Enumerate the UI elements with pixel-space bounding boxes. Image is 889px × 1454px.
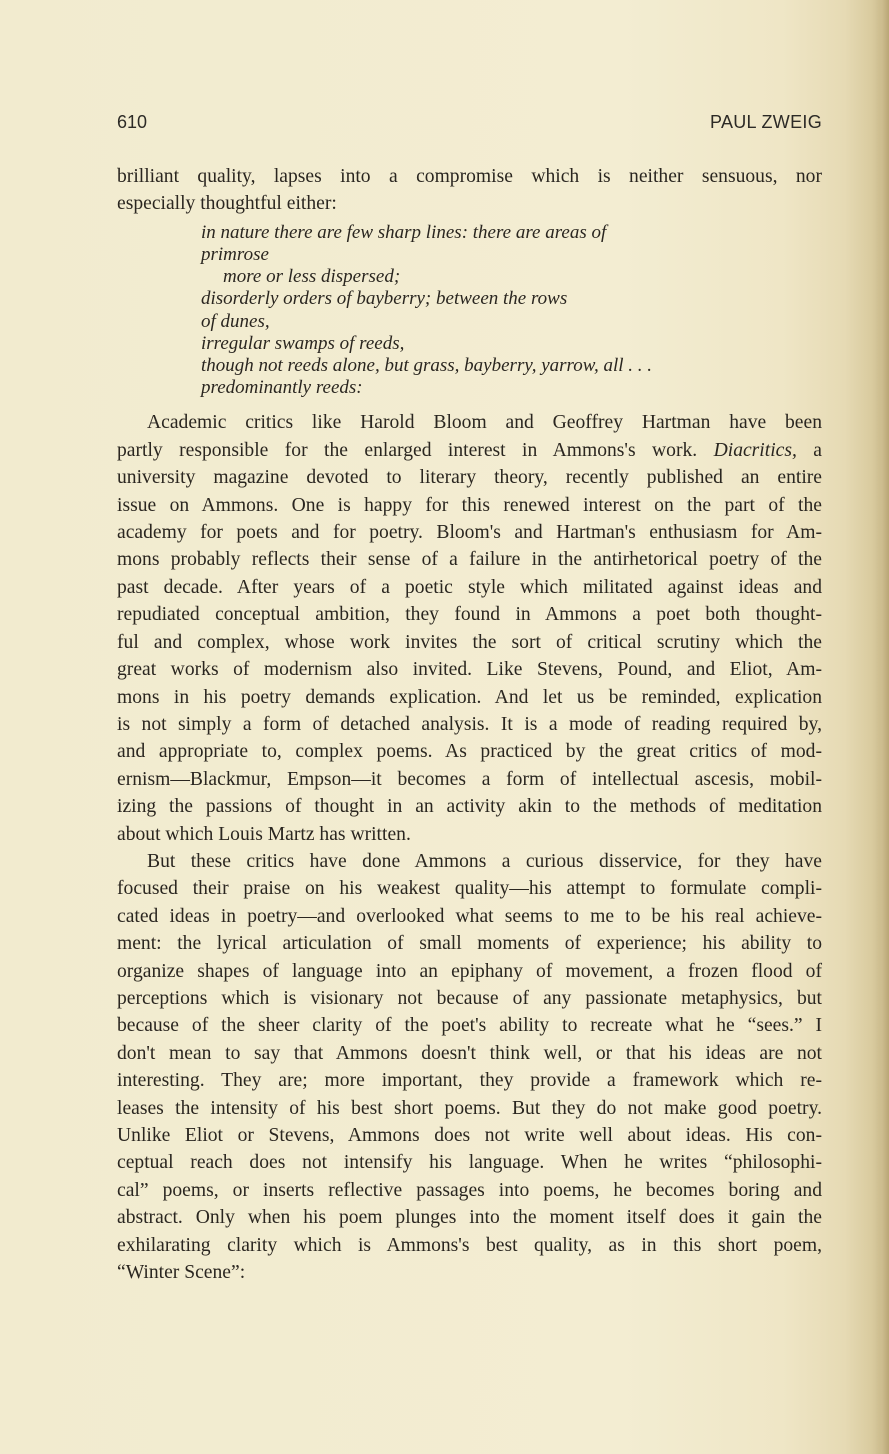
- text-line: ment: the lyrical articulation of small moments of experience; his ability to: [117, 933, 822, 955]
- poem-line: primrose: [201, 244, 269, 266]
- text-line: and appropriate to, complex poems. As practiced by the great critics of mod-: [117, 741, 822, 763]
- text-line: don't mean to say that Ammons doesn't think well, or that his ideas are not: [117, 1042, 822, 1064]
- text-line: exhilarating clarity which is Ammons's best quality, as in this short poem,: [117, 1234, 822, 1256]
- text-line: repudiated conceptual ambition, they found in Ammons a poet both thought-: [117, 604, 822, 626]
- text-line: cal” poems, or inserts reflective passages into poems, he becomes boring and: [117, 1179, 822, 1201]
- text-line: especially thoughtful either:: [117, 193, 337, 215]
- text-line: great works of modernism also invited. Like Stevens, Pound, and Eliot, Am-: [117, 659, 822, 681]
- text-line: is not simply a form of detached analysis. It is a mode of reading required by,: [117, 713, 822, 735]
- text-line: ful and complex, whose work invites the sort of critical scrutiny which the: [117, 631, 822, 653]
- text-line: Unlike Eliot or Stevens, Ammons does not write well about ideas. His con-: [117, 1125, 822, 1146]
- poem-line: of dunes,: [201, 310, 270, 332]
- text-line: mons probably reflects their sense of a failure in the antirhetorical poetry of the: [117, 549, 822, 571]
- text-line: past decade. After years of a poetic style which militated against ideas and: [117, 576, 822, 598]
- text-line: because of the sheer clarity of the poet's ability to recreate what he “sees.” I: [117, 1015, 822, 1037]
- opening-paragraph: [117, 163, 822, 218]
- text-line: “Winter Scene”:: [117, 1262, 246, 1284]
- text-line: leases the intensity of his best short poems. But they do not make good poetry.: [117, 1097, 822, 1119]
- poem-line: irregular swamps of reeds,: [201, 332, 405, 354]
- poem-line: more or less dispersed;: [223, 266, 401, 288]
- text-line: organize shapes of language into an epiphany of movement, a frozen flood of: [117, 960, 822, 982]
- body-text: [117, 163, 822, 1286]
- text-line: perceptions which is visionary not because of any passionate metaphysics, but: [117, 987, 822, 1009]
- text-line: ceptual reach does not intensify his language. When he writes “philosophi-: [117, 1152, 822, 1174]
- text-line: izing the passions of thought in an activity akin to the methods of meditation: [117, 796, 822, 818]
- text-line: university magazine devoted to literary theory, recently published an entire: [117, 467, 822, 489]
- text-line: abstract. Only when his poem plunges into the moment itself does it gain the: [117, 1207, 822, 1229]
- running-head-author: PAUL ZWEIG: [709, 112, 822, 132]
- paragraph-critics-disservice: [117, 848, 822, 1287]
- poem-line: disorderly orders of bayberry; between the rows: [201, 288, 568, 310]
- paragraph-academic-critics: [117, 409, 822, 848]
- text-line: focused their praise on his weakest quality—his attempt to formulate compli-: [117, 878, 822, 900]
- text-line: interesting. They are; more important, they provide a framework which re-: [117, 1070, 822, 1092]
- poem-line: in nature there are few sharp lines: there are areas of: [201, 221, 607, 243]
- poem-line: though not reeds alone, but grass, bayberry, yarrow, all . . .: [201, 355, 653, 377]
- text-line: ernism—Blackmur, Empson—it becomes a form of intellectual ascesis, mobil-: [117, 768, 822, 790]
- running-head: [117, 112, 822, 138]
- text-line: Academic critics like Harold Bloom and Geoffrey Hartman have been: [147, 412, 822, 434]
- text-line: mons in his poetry demands explication. And let us be reminded, explication: [117, 686, 822, 708]
- journal-title: Diacritics,: [713, 439, 797, 461]
- text-line: cated ideas in poetry—and overlooked what seems to me to be his real achieve-: [117, 905, 822, 927]
- poem-line: predominantly reeds:: [201, 377, 363, 399]
- poem-excerpt: [201, 222, 822, 400]
- text-line: partly responsible for the enlarged interest in Ammons's work. Diacritics, a: [117, 439, 822, 461]
- text-line: But these critics have done Ammons a curious disservice, for they have: [147, 850, 822, 872]
- text-line: issue on Ammons. One is happy for this renewed interest on the part of the: [117, 494, 822, 516]
- text-line: academy for poets and for poetry. Bloom's and Hartman's enthusiasm for Am-: [117, 522, 822, 544]
- page-edge-shadow: [875, 0, 889, 1454]
- page-number: 610: [117, 112, 148, 132]
- text-line: about which Louis Martz has written.: [117, 823, 411, 845]
- text-line: brilliant quality, lapses into a compromise which is neither sensuous, nor: [117, 166, 822, 187]
